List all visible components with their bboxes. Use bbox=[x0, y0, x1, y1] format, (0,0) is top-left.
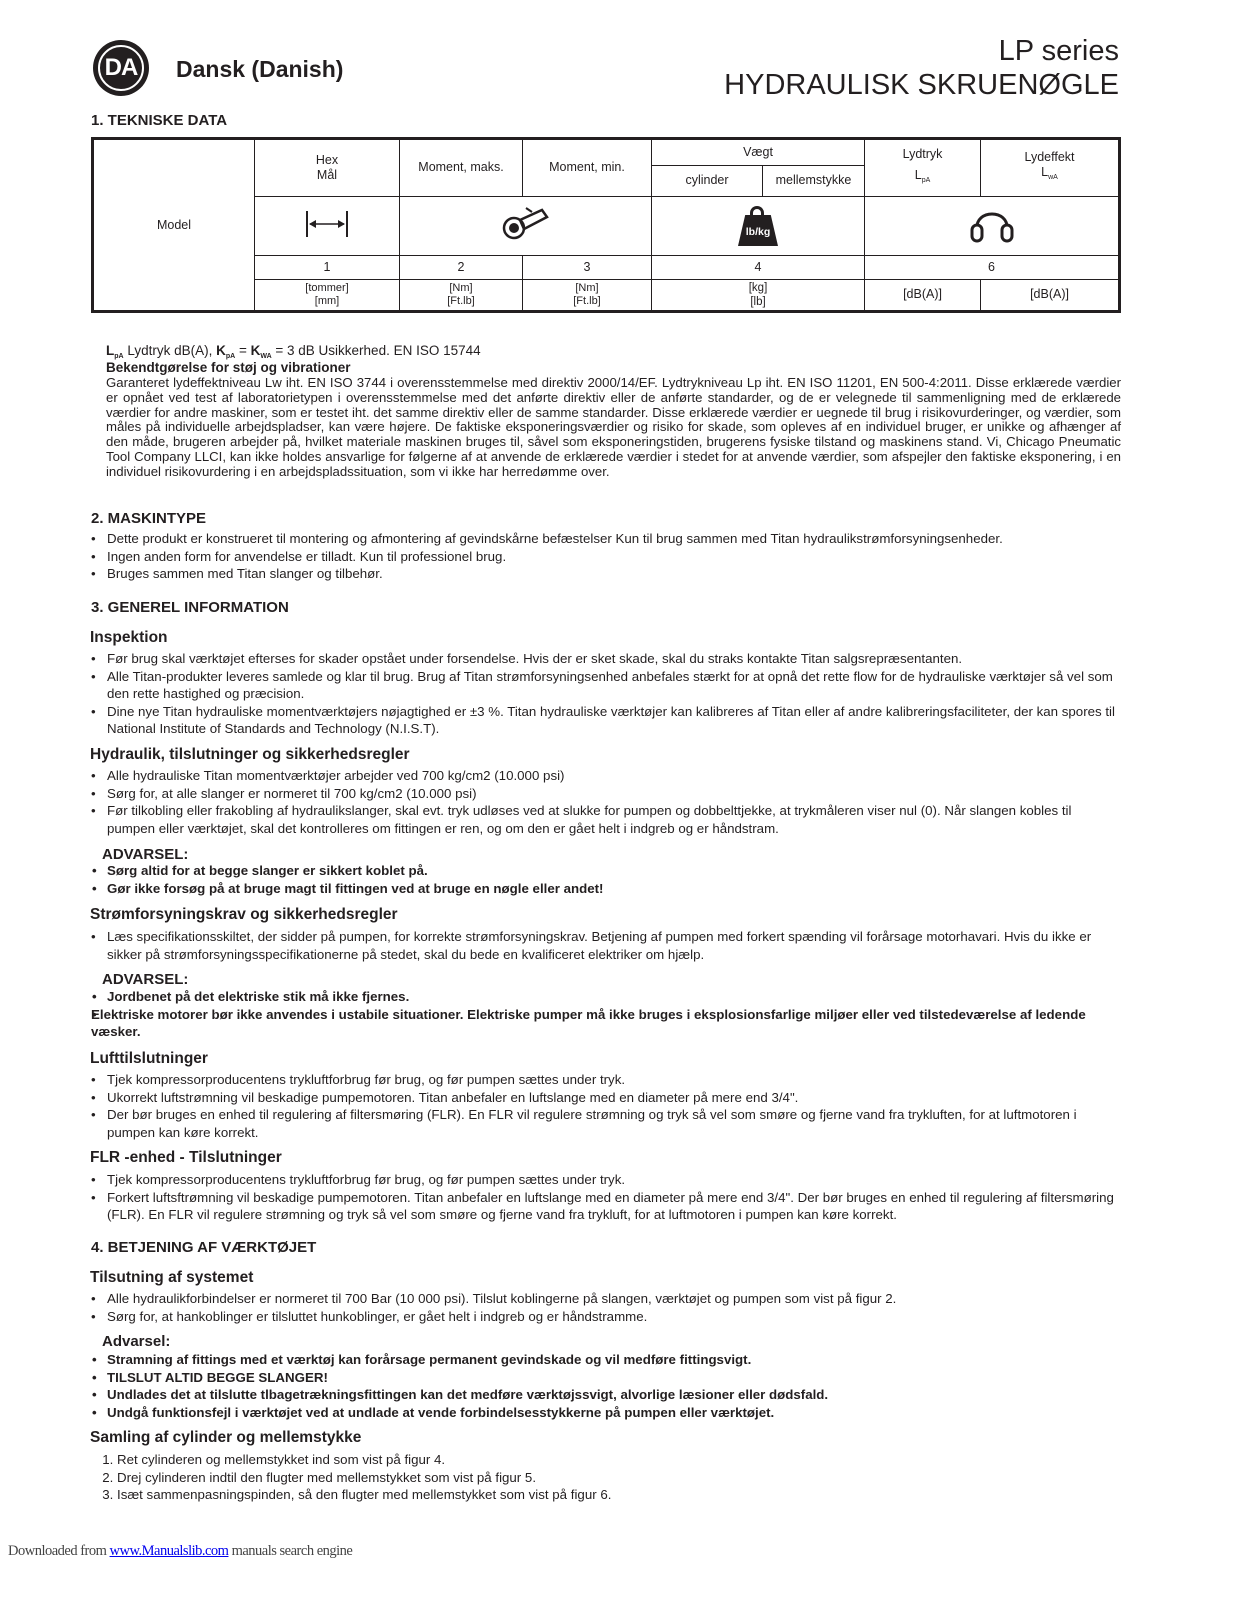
warning-item: • Sørg altid for at begge slanger er sikkert koblet på. bbox=[91, 862, 1121, 880]
lydeffekt-units: [dB(A)] bbox=[981, 279, 1120, 311]
noise-icon-cell bbox=[865, 196, 1120, 256]
footer-suffix: manuals search engine bbox=[228, 1543, 353, 1559]
list-item: • Der bør bruges en enhed til regulering af filtersmøring (FLR). En FLR vil regulere strømning og tryk så vel som smøre og fjerne vand fra trykluften, for at luftmotoren i pumpen kan køre korrekt. bbox=[90, 1106, 1120, 1141]
footer-prefix: Downloaded from bbox=[8, 1543, 110, 1559]
lydtryk-symbol: $L_{pA}$ bbox=[914, 168, 931, 185]
subheading-samling: Samling af cylinder og mellemstykke bbox=[90, 1429, 362, 1446]
torque-icon-cell bbox=[400, 196, 652, 256]
subheading-stromforsyning: Strømforsyningskrav og sikkerhedsregler bbox=[90, 906, 398, 923]
col-number-2: 2 bbox=[400, 256, 523, 279]
warning-item: • Stramning af fittings med et værktøj kan forårsage permanent gevindskade og vil medføre fittingsvigt. bbox=[91, 1351, 1121, 1369]
warning-item: • TILSLUT ALTID BEGGE SLANGER! bbox=[91, 1369, 1121, 1387]
weight-icon bbox=[738, 206, 778, 246]
badge-label: DA bbox=[98, 45, 144, 91]
step-item: 1. Ret cylinderen og mellemstykket ind som vist på figur 4. bbox=[117, 1451, 1147, 1469]
tilslutning-warning-list bbox=[91, 1351, 1121, 1421]
cylinder-header: cylinder bbox=[652, 166, 763, 196]
col-number-3: 3 bbox=[523, 256, 652, 279]
mellemstykke-header: mellemstykke bbox=[763, 166, 865, 196]
list-item: • Bruges sammen med Titan slanger og tilbehør. bbox=[90, 565, 1120, 583]
hex-header-line1: Hex bbox=[315, 152, 339, 167]
model-header: Model bbox=[93, 139, 255, 312]
list-item: • Ukorrekt luftstrømning vil beskadige pumpemotoren. Titan anbefaler en luftslange med en diameter på mere end 3/4". bbox=[90, 1089, 1120, 1107]
warning-item: • Undgå funktionsfejl i værktøjet ved at undlade at vende forbindelsesstykkerne på pumpen eller værktøjet. bbox=[91, 1404, 1121, 1422]
list-item: • Dine nye Titan hydrauliske momentværktøjers nøjagtighed er ±3 %. Titan hydrauliske værktøjer kan kalibreres af Titan eller af andre kalibreringsfaciliteter, der kan spores til National Institute of Standards and Technology (N.I.S.T). bbox=[90, 703, 1120, 738]
section-title-betjening: 4. BETJENING AF VÆRKTØJET bbox=[91, 1239, 317, 1256]
list-item: • Sørg for, at hankoblinger er tilsluttet hunkoblinger, er gået helt i indgreb og er håndstramme. bbox=[90, 1308, 1120, 1326]
hex-header-line2: Mål bbox=[316, 167, 338, 182]
hydraulik-warning-list bbox=[91, 862, 1121, 897]
warning-title: ADVARSEL: bbox=[102, 971, 189, 988]
list-item: • Tjek kompressorproducentens trykluftforbrug før brug, og før pumpen sættes under tryk. bbox=[90, 1171, 1120, 1189]
unit-tommer: [tommer] bbox=[305, 281, 349, 294]
section-title-maskintype: 2. MASKINTYPE bbox=[91, 510, 207, 527]
flr-list bbox=[90, 1171, 1120, 1224]
section-title-tekniske-data: 1. TEKNISKE DATA bbox=[91, 112, 228, 129]
lydeffekt-header bbox=[981, 139, 1120, 197]
warning-item: • Jordbenet på det elektriske stik må ikke fjernes. bbox=[91, 988, 1121, 1006]
noise-uncertainty-note: $L_{pA}$ Lydtryk dB(A), $K_{pA} = K_{WA} = 3$ dB Usikkerhed. EN ISO 15744 bbox=[106, 343, 481, 360]
hex-icon-cell bbox=[255, 196, 400, 256]
unit-ftlb: [Ft.lb] bbox=[573, 294, 601, 307]
technical-data-table bbox=[91, 137, 1121, 313]
unit-nm: [Nm] bbox=[575, 281, 599, 294]
stromforsyning-warning-list bbox=[91, 988, 1121, 1041]
ear-protection-icon bbox=[969, 205, 1015, 243]
declaration-text: Garanteret lydeffektniveau Lw iht. EN ISO 3744 i overensstemmelse med direktiv 2000/14/EF. Lydtrykniveau Lp iht. EN ISO 11201, EN 500-4:2011. Disse erklærede værdier er opnået ved test af laboratorietypen i overensstemmelse med det anførte direktiv eller de anførte standarder, og de er velegnede til sammenligning med de erklærede værdier for andre maskiner, som er testet iht. det samme direktiv eller de samme standarder. Disse erklærede værdier er uegnede til brug i risikovurderinger, og værdier, som måles på individuelle arbejdspladser, kan være højere. De faktiske eksponeringsværdier og risiko for skade, som opleves af en individuel bruger, er unikke og afhænger af den måde, brugeren arbejder på, hvilket materiale maskinen bruges til, såvel som eksponeringstiden, brugerens fysiske tilstand og maskinens stand. Vi, Chicago Pneumatic Tool Company LLCI, kan ikke holdes ansvarlige for følgerne af at anvende de erklærede værdier i stedet for at anvende værdier, som afspejler den faktiske eksponering, i en individuel risikovurdering i en arbejdspladssituation, som vi ikke har herredømme over. bbox=[106, 375, 1121, 479]
hydraulik-list bbox=[90, 767, 1120, 837]
subheading-hydraulik: Hydraulik, tilslutninger og sikkerhedsregler bbox=[90, 746, 410, 763]
inspektion-list bbox=[90, 650, 1120, 738]
weight-icon-cell bbox=[652, 196, 865, 256]
moment-max-units bbox=[400, 279, 523, 311]
tilslutning-list bbox=[90, 1290, 1120, 1325]
maskintype-list bbox=[90, 530, 1120, 583]
series-name: LP series bbox=[998, 35, 1119, 67]
unit-ftlb: [Ft.lb] bbox=[447, 294, 475, 307]
wrench-icon bbox=[502, 207, 550, 241]
warning-item: • Elektriske motorer bør ikke anvendes i ustabile situationer. Elektriske pumper må ikke bruges i eksplosionsfarlige miljøer eller ved tilstedeværelse af ledende væsker. bbox=[91, 1006, 1121, 1041]
product-name: HYDRAULISK SKRUENØGLE bbox=[724, 69, 1119, 101]
samling-steps bbox=[86, 1451, 1147, 1504]
warning-item: • Undlades det at tilslutte tlbagetrækningsfittingen kan det medføre værktøjssvigt, alvorlige læsioner eller dødsfald. bbox=[91, 1386, 1121, 1404]
unit-lb: [lb] bbox=[750, 295, 766, 308]
weight-header: Vægt bbox=[652, 139, 865, 166]
list-item: • Sørg for, at alle slanger er normeret til 700 kg/cm2 (10.000 psi) bbox=[90, 785, 1120, 803]
stromforsyning-list bbox=[90, 928, 1120, 963]
list-item: • Dette produkt er konstrueret til montering og afmontering af gevindskårne befæstelser Kun til brug sammen med Titan hydraulikstrømforsyningsenheder. bbox=[90, 530, 1120, 548]
subheading-flr: FLR -enhed - Tilslutninger bbox=[90, 1149, 282, 1166]
unit-mm: [mm] bbox=[314, 294, 340, 307]
subheading-lufttilslutninger: Lufttilslutninger bbox=[90, 1050, 208, 1067]
unit-nm: [Nm] bbox=[449, 281, 473, 294]
list-item: • Læs specifikationsskiltet, der sidder på pumpen, for korrekte strømforsyningskrav. Betjening af pumpen med forkert spænding vil forårsage motorhavari. Hvis du ikke er sikker på strømforsyningsspecifikationerne på stedet, skal du bede en kvalificeret elektriker om hjælp. bbox=[90, 928, 1120, 963]
list-item: • Før tilkobling eller frakobling af hydraulikslanger, skal evt. tryk udløses ved at slukke for pumpen og dobbelttjekke, at trykmåleren viser nul (0). Når slangen kobles til pumpen eller værktøjet, skal det kontrolleres om fittingen er ren, og om den er gået helt i indgreb og er håndstram. bbox=[90, 802, 1120, 837]
section-title-generel-information: 3. GENEREL INFORMATION bbox=[91, 599, 289, 616]
lufttilslutninger-list bbox=[90, 1071, 1120, 1141]
col-number-1: 1 bbox=[255, 256, 400, 279]
hex-header bbox=[255, 139, 400, 197]
weight-units bbox=[652, 279, 865, 311]
list-item: • Alle hydraulikforbindelser er normeret til 700 Bar (10 000 psi). Tilslut koblingerne på slangen, værktøjet og pumpen som vist på figur 2. bbox=[90, 1290, 1120, 1308]
moment-min-units bbox=[523, 279, 652, 311]
lydeffekt-label: Lydeffekt bbox=[1024, 150, 1075, 165]
col-number-4: 4 bbox=[652, 256, 865, 279]
lydtryk-header bbox=[865, 139, 981, 197]
declaration-title: Bekendtgørelse for støj og vibrationer bbox=[106, 360, 351, 375]
warning-title: ADVARSEL: bbox=[102, 846, 189, 863]
subheading-inspektion: Inspektion bbox=[90, 629, 168, 646]
product-title bbox=[724, 34, 1119, 102]
warning-item: • Gør ikke forsøg på at bruge magt til fittingen ved at bruge en nøgle eller andet! bbox=[91, 880, 1121, 898]
list-item: • Alle hydrauliske Titan momentværktøjer arbejder ved 700 kg/cm2 (10.000 psi) bbox=[90, 767, 1120, 785]
list-item: • Tjek kompressorproducentens trykluftforbrug før brug, og før pumpen sættes under tryk. bbox=[90, 1071, 1120, 1089]
lydtryk-label: Lydtryk bbox=[902, 147, 943, 162]
subheading-tilslutning: Tilsutning af systemet bbox=[90, 1269, 254, 1286]
manualslib-link[interactable]: www.Manualslib.com bbox=[109, 1543, 229, 1559]
warning-title: Advarsel: bbox=[102, 1333, 171, 1350]
step-item: 3. Isæt sammenpasningspinden, så den flugter med mellemstykket som vist på figur 6. bbox=[117, 1486, 1147, 1504]
moment-max-header: Moment, maks. bbox=[400, 139, 523, 197]
language-title: Dansk (Danish) bbox=[176, 56, 344, 82]
weight-icon-label: lb/kg bbox=[745, 226, 771, 238]
col-number-6: 6 bbox=[865, 256, 1120, 279]
hex-units bbox=[255, 279, 400, 311]
hex-width-icon bbox=[304, 209, 350, 239]
list-item: • Alle Titan-produkter leveres samlede og klar til brug. Brug af Titan strømforsyningsenhed anbefales stærkt for at opnå det rette flow for de hydrauliske værktøjer så vel som den rette hastighed og præcision. bbox=[90, 668, 1120, 703]
download-footer bbox=[8, 1543, 352, 1560]
list-item: • Før brug skal værktøjet efterses for skader opstået under forsendelse. Hvis der er sket skade, skal du straks kontakte Titan salgsrepræsentanten. bbox=[90, 650, 1120, 668]
list-item: • Forkert luftsftrømning vil beskadige pumpemotoren. Titan anbefaler en luftslange med en diameter på mere end 3/4". Der bør bruges en enhed til regulering af filtersmøring (FLR). En FLR vil regulere strømning og tryk så vel som smøre og fjerne vand fra trykluft, for at luftmotoren i pumpen kan køre korrekt. bbox=[90, 1189, 1120, 1224]
moment-min-header: Moment, min. bbox=[523, 139, 652, 197]
lydtryk-units: [dB(A)] bbox=[865, 279, 981, 311]
language-badge bbox=[93, 40, 149, 96]
list-item: • Ingen anden form for anvendelse er tilladt. Kun til professionel brug. bbox=[90, 548, 1120, 566]
unit-kg: [kg] bbox=[748, 281, 768, 294]
lydeffekt-symbol: $L_{wA}$ bbox=[1041, 165, 1058, 182]
step-item: 2. Drej cylinderen indtil den flugter med mellemstykket som vist på figur 5. bbox=[117, 1469, 1147, 1487]
